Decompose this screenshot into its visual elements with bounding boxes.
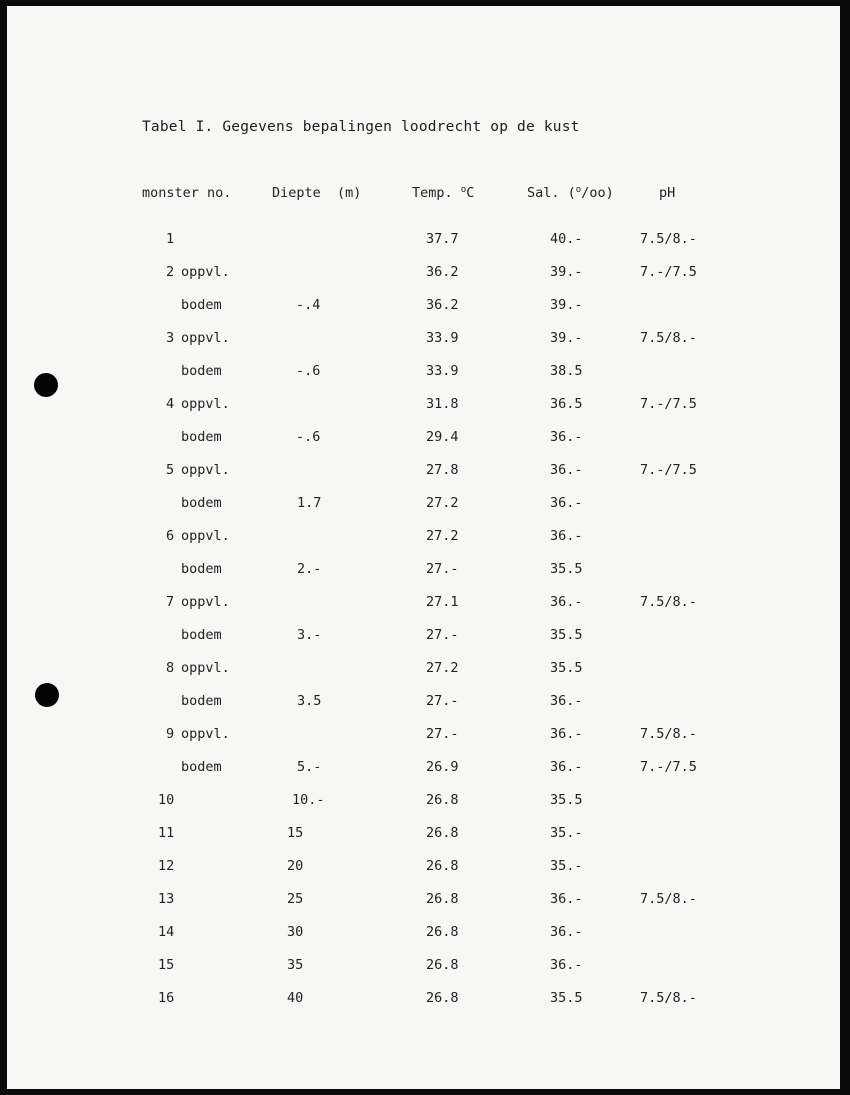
sample-location: bodem — [181, 693, 222, 709]
temperature-value: 26.8 — [426, 924, 459, 940]
sample-location: oppvl. — [181, 396, 230, 412]
temperature-value: 27.- — [426, 561, 459, 577]
depth-value: 3.- — [297, 627, 322, 643]
salinity-value: 35.- — [550, 825, 583, 841]
temperature-value: 27.8 — [426, 462, 459, 478]
monster-number: 8 — [166, 660, 175, 676]
sample-location: bodem — [181, 429, 222, 445]
temperature-value: 37.7 — [426, 231, 459, 247]
sample-location: oppvl. — [181, 726, 230, 742]
temperature-value: 27.- — [426, 693, 459, 709]
sample-location: bodem — [181, 759, 222, 775]
temperature-value: 26.8 — [426, 858, 459, 874]
document-page — [7, 6, 840, 1089]
depth-value: -.4 — [296, 297, 321, 313]
salinity-value: 39.- — [550, 330, 583, 346]
header-ph: pH — [659, 185, 676, 201]
salinity-value: 36.- — [550, 693, 583, 709]
depth-value: 5.- — [297, 759, 322, 775]
salinity-value: 35.5 — [550, 561, 583, 577]
header-temp — [412, 185, 474, 201]
salinity-value: 40.- — [550, 231, 583, 247]
ph-value: 7.-/7.5 — [640, 396, 697, 412]
ph-value: 7.-/7.5 — [640, 264, 697, 280]
ph-value: 7.5/8.- — [640, 990, 697, 1006]
salinity-value: 36.- — [550, 495, 583, 511]
header-temp-sup: o — [460, 185, 467, 195]
monster-number: 6 — [166, 528, 175, 544]
temperature-value: 27.- — [426, 726, 459, 742]
temperature-value: 26.8 — [426, 990, 459, 1006]
sample-location: oppvl. — [181, 462, 230, 478]
header-temp-suffix: C — [466, 185, 475, 201]
salinity-value: 35.- — [550, 858, 583, 874]
temperature-value: 26.8 — [426, 825, 459, 841]
salinity-value: 36.- — [550, 759, 583, 775]
monster-number: 14 — [158, 924, 175, 940]
monster-number: 9 — [166, 726, 175, 742]
ph-value: 7.5/8.- — [640, 891, 697, 907]
sample-location: bodem — [181, 363, 222, 379]
temperature-value: 31.8 — [426, 396, 459, 412]
header-temp-prefix: Temp. — [412, 185, 461, 201]
sample-location: bodem — [181, 297, 222, 313]
monster-number: 7 — [166, 594, 175, 610]
depth-value: 25 — [287, 891, 304, 907]
salinity-value: 35.5 — [550, 660, 583, 676]
salinity-value: 36.- — [550, 429, 583, 445]
depth-value: 2.- — [297, 561, 322, 577]
header-diepte-text: Diepte (m) — [272, 185, 362, 201]
sample-location: oppvl. — [181, 528, 230, 544]
monster-number: 15 — [158, 957, 175, 973]
temperature-value: 26.8 — [426, 957, 459, 973]
salinity-value: 36.- — [550, 924, 583, 940]
depth-value: 10.- — [292, 792, 325, 808]
depth-value: 15 — [287, 825, 304, 841]
salinity-value: 35.5 — [550, 627, 583, 643]
sample-location: oppvl. — [181, 264, 230, 280]
depth-value: 3.5 — [297, 693, 322, 709]
depth-value: 35 — [287, 957, 304, 973]
monster-number: 3 — [166, 330, 175, 346]
ph-value: 7.5/8.- — [640, 231, 697, 247]
salinity-value: 36.- — [550, 726, 583, 742]
salinity-value: 36.- — [550, 528, 583, 544]
temperature-value: 27.2 — [426, 495, 459, 511]
salinity-value: 35.5 — [550, 792, 583, 808]
salinity-value: 39.- — [550, 297, 583, 313]
punch-hole-bottom — [35, 683, 59, 707]
sample-location: bodem — [181, 561, 222, 577]
sample-location: oppvl. — [181, 660, 230, 676]
header-monster: monster no. — [142, 185, 232, 201]
sample-location: bodem — [181, 495, 222, 511]
temperature-value: 27.2 — [426, 660, 459, 676]
monster-number: 5 — [166, 462, 175, 478]
salinity-value: 36.5 — [550, 396, 583, 412]
depth-value: -.6 — [296, 363, 321, 379]
ph-value: 7.-/7.5 — [640, 462, 697, 478]
monster-number: 16 — [158, 990, 175, 1006]
monster-number: 11 — [158, 825, 175, 841]
temperature-value: 33.9 — [426, 330, 459, 346]
salinity-value: 36.- — [550, 957, 583, 973]
punch-hole-top — [34, 373, 58, 397]
depth-value: 40 — [287, 990, 304, 1006]
ph-value: 7.5/8.- — [640, 330, 697, 346]
monster-number: 12 — [158, 858, 175, 874]
sample-location: oppvl. — [181, 330, 230, 346]
salinity-value: 39.- — [550, 264, 583, 280]
temperature-value: 36.2 — [426, 297, 459, 313]
temperature-value: 26.8 — [426, 792, 459, 808]
monster-number: 1 — [166, 231, 175, 247]
ph-value: 7.5/8.- — [640, 726, 697, 742]
depth-value: 20 — [287, 858, 304, 874]
temperature-value: 27.- — [426, 627, 459, 643]
header-diepte — [272, 185, 361, 201]
header-sal-sup: o — [575, 185, 582, 195]
temperature-value: 36.2 — [426, 264, 459, 280]
depth-value: 30 — [287, 924, 304, 940]
salinity-value: 35.5 — [550, 990, 583, 1006]
depth-value: 1.7 — [297, 495, 322, 511]
monster-number: 10 — [158, 792, 175, 808]
salinity-value: 36.- — [550, 594, 583, 610]
ph-value: 7.5/8.- — [640, 594, 697, 610]
monster-number: 2 — [166, 264, 175, 280]
temperature-value: 29.4 — [426, 429, 459, 445]
depth-value: -.6 — [296, 429, 321, 445]
sample-location: oppvl. — [181, 594, 230, 610]
temperature-value: 26.8 — [426, 891, 459, 907]
temperature-value: 26.9 — [426, 759, 459, 775]
monster-number: 4 — [166, 396, 175, 412]
salinity-value: 36.- — [550, 891, 583, 907]
temperature-value: 33.9 — [426, 363, 459, 379]
salinity-value: 36.- — [550, 462, 583, 478]
monster-number: 13 — [158, 891, 175, 907]
salinity-value: 38.5 — [550, 363, 583, 379]
header-sal — [527, 185, 614, 201]
header-sal-suffix: /oo) — [581, 185, 614, 201]
ph-value: 7.-/7.5 — [640, 759, 697, 775]
header-sal-prefix: Sal. ( — [527, 185, 576, 201]
sample-location: bodem — [181, 627, 222, 643]
table-title: Tabel I. Gegevens bepalingen loodrecht op de kust — [142, 119, 580, 135]
temperature-value: 27.2 — [426, 528, 459, 544]
temperature-value: 27.1 — [426, 594, 459, 610]
